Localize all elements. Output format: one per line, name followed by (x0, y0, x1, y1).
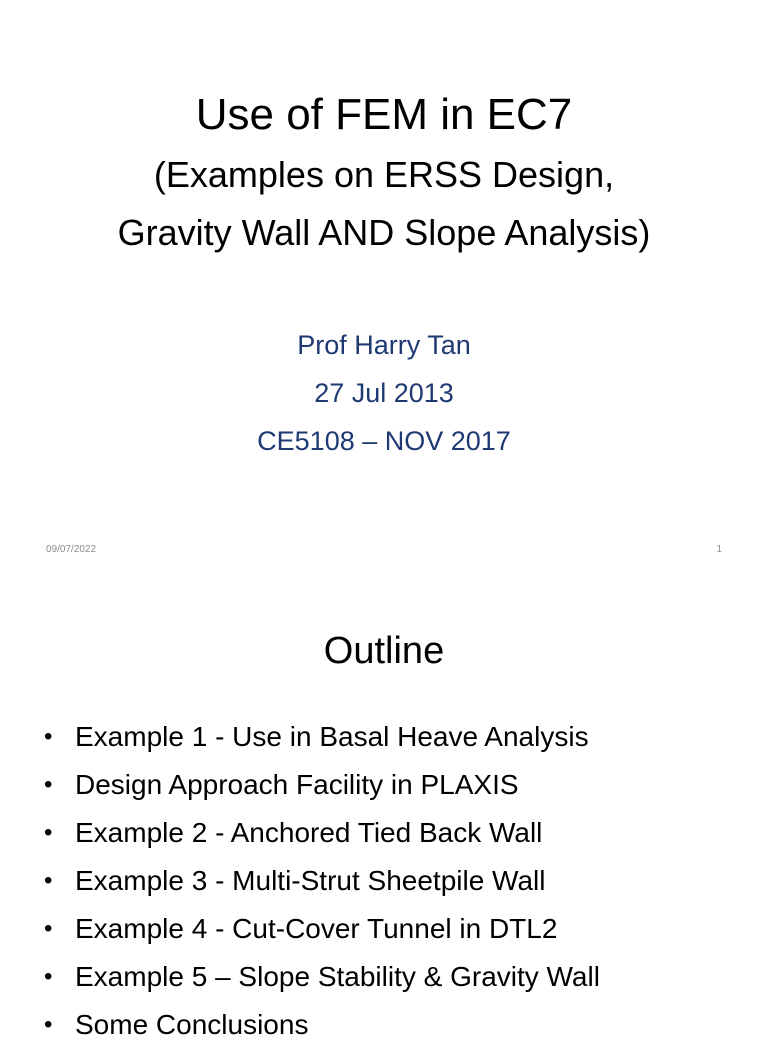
outline-bullet-list (44, 716, 744, 1052)
presentation-date: 27 Jul 2013 (314, 378, 454, 408)
list-item-text: Example 2 - Anchored Tied Back Wall (75, 817, 543, 848)
bullet-icon: • (44, 1011, 53, 1038)
subtitle-line-2: Gravity Wall AND Slope Analysis) (117, 212, 651, 253)
subtitle-line-1: (Examples on ERSS Design, (153, 154, 615, 195)
bullet-icon: • (44, 867, 53, 894)
bullet-icon: • (44, 963, 53, 990)
bullet-icon: • (44, 819, 53, 846)
outline-slide (0, 576, 768, 1040)
bullet-icon: • (44, 771, 53, 798)
list-item-text: Some Conclusions (75, 1009, 309, 1040)
list-item-text: Example 4 - Cut-Cover Tunnel in DTL2 (75, 913, 558, 944)
list-item (44, 860, 744, 908)
bullet-icon: • (44, 723, 53, 750)
list-item-text: Design Approach Facility in PLAXIS (75, 769, 519, 800)
author-name: Prof Harry Tan (297, 330, 471, 360)
list-item (44, 908, 744, 956)
list-item-text: Example 3 - Multi-Strut Sheetpile Wall (75, 865, 546, 896)
list-item (44, 1004, 744, 1052)
page-number: 1 (716, 544, 722, 555)
list-item (44, 764, 744, 812)
list-item-text: Example 1 - Use in Basal Heave Analysis (75, 721, 589, 752)
bullet-icon: • (44, 915, 53, 942)
list-item (44, 716, 744, 764)
list-item-text: Example 5 – Slope Stability & Gravity Wall (75, 961, 600, 992)
slide-title: Use of FEM in EC7 (195, 90, 573, 139)
footer-date: 09/07/2022 (46, 544, 97, 555)
course-code: CE5108 – NOV 2017 (257, 426, 511, 456)
list-item (44, 812, 744, 860)
outline-title: Outline (323, 630, 445, 672)
list-item (44, 956, 744, 1004)
